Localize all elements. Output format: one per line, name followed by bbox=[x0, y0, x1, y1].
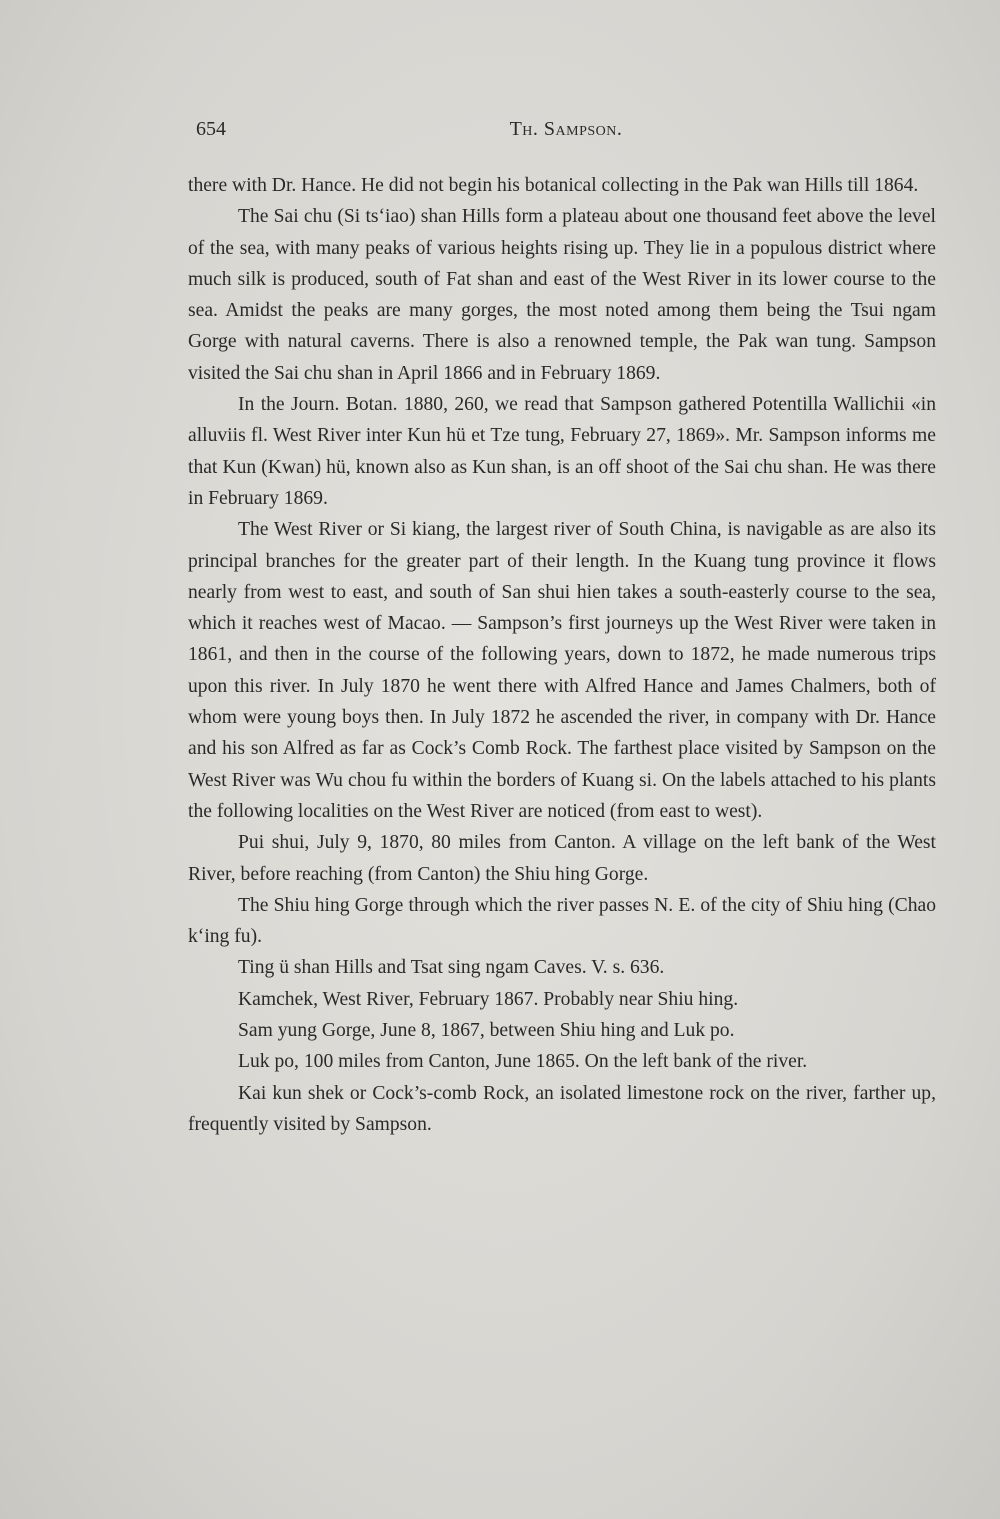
locality-luk-po: Luk po, 100 miles from Canton, June 1865. On the left bank of the river. bbox=[238, 1051, 808, 1073]
page-number: 654 bbox=[196, 118, 226, 140]
paragraph-continued: there with Dr. Hance. He did not begin his botanical collecting in the Pak wan Hills till 1864. bbox=[188, 175, 919, 196]
locality-kai-kun-shek: Kai kun shek or Cock’s-comb Rock, an isolated limestone rock on the river, farther up, frequently visited by Sampson. bbox=[188, 1082, 936, 1135]
running-title bbox=[196, 118, 936, 141]
paragraph-sai-chu-shan: The Sai chu (Si ts‘iao) shan Hills form a plateau about one thousand feet above the level of the sea, with many peaks of various heights rising up. They lie in a populous district where much silk is produced, south of Fat shan and east of the West River in its lower course to the sea. Amidst the peaks are many gorges, the most noted among them being the Tsui ngam Gorge with natural caverns. There is also a renowned temple, the Pak wan tung. Sampson visited the Sai chu shan in April 1866 and in February 1869. bbox=[188, 206, 936, 384]
locality-sam-yung-gorge: Sam yung Gorge, June 8, 1867, between Shiu hing and Luk po. bbox=[238, 1020, 735, 1042]
locality-pui-shui: Pui shui, July 9, 1870, 80 miles from Canton. A village on the left bank of the West River, before reaching (from Canton) the Shiu hing Gorge. bbox=[188, 832, 936, 885]
paragraph-kun-shan: In the Journ. Botan. 1880, 260, we read that Sampson gathered Potentilla Wallichii «in alluviis fl. West River inter Kun hü et Tze tung, February 27, 1869». Mr. Sampson informs me that Kun (Kwan) hü, known also as Kun shan, is an off shoot of the Sai chu shan. He was there in February 1869. bbox=[188, 394, 936, 509]
locality-kamchek: Kamchek, West River, February 1867. Probably near Shiu hing. bbox=[238, 988, 739, 1010]
paragraph-west-river: The West River or Si kiang, the largest river of South China, is navigable as are also its principal branches for the greater part of their length. In the Kuang tung province it flows nearly from west to east, and south of San shui hien takes a south-easterly course to the sea, which it reaches west of Macao. — Sampson’s first journeys up the West River were taken in 1861, and then in the course of the following years, down to 1872, he made numerous trips upon this river. In July 1870 he went there with Alfred Hance and James Chalmers, both of whom were young boys then. In July 1872 he ascended the river, in company with Dr. Hance and his son Alfred as far as Cock’s Comb Rock. The farthest place visited by Sampson on the West River was Wu chou fu within the borders of Kuang si. On the labels attached to his plants the following localities on the West River are noticed (from east to west). bbox=[188, 519, 936, 822]
running-title-text: Th. Sampson. bbox=[509, 118, 623, 140]
body-text bbox=[188, 170, 936, 1140]
locality-ting-u-shan: Ting ü shan Hills and Tsat sing ngam Caves. V. s. 636. bbox=[238, 957, 665, 979]
page-header bbox=[196, 118, 936, 142]
locality-shiu-hing-gorge: The Shiu hing Gorge through which the river passes N. E. of the city of Shiu hing (Chao k‘ing fu). bbox=[188, 894, 936, 948]
